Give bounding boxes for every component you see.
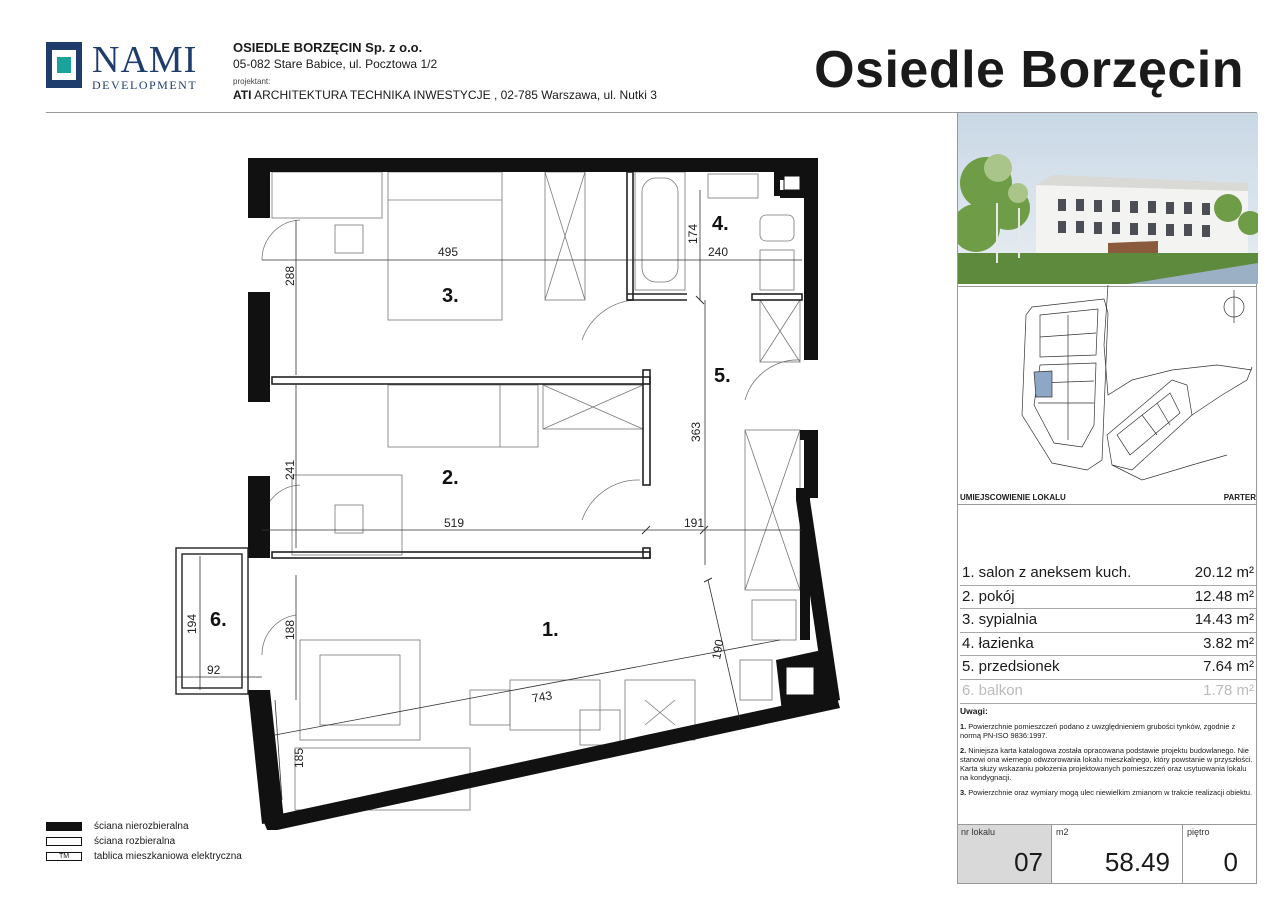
legend-item: [46, 819, 242, 834]
room-row: [960, 562, 1256, 586]
unit-number-box: [958, 825, 1051, 883]
dimension-label: 194: [185, 613, 199, 634]
logo-icon: [46, 42, 82, 88]
room-name: 2. pokój: [962, 587, 1015, 605]
note-item: [960, 788, 1256, 797]
room-row: [960, 609, 1256, 633]
dimension-label: 288: [283, 265, 297, 286]
dimension-label: 240: [708, 245, 729, 259]
location-map: [1012, 285, 1256, 490]
room-row: [960, 656, 1256, 680]
note-item: [960, 746, 1256, 782]
solid-wall-swatch: [46, 822, 82, 831]
legend: [46, 819, 242, 864]
room-area: 14.43 m²: [1194, 611, 1254, 629]
electrical-panel-swatch: TM: [46, 852, 82, 861]
room-name: 3. sypialnia: [962, 611, 1038, 629]
unit-number-value: 07: [1014, 847, 1043, 877]
dimension-label: 185: [292, 747, 306, 768]
room-number: 1.: [542, 619, 559, 641]
floor-number-value: 0: [1223, 847, 1238, 877]
room-number: 3.: [442, 285, 459, 307]
notes-heading: Uwagi:: [960, 706, 988, 716]
room-row: [960, 680, 1256, 704]
legend-item: [46, 834, 242, 849]
room-name: 5. przedsionek: [962, 658, 1060, 676]
room-area: 20.12 m²: [1194, 564, 1254, 581]
dimension-label: 174: [686, 223, 700, 244]
logo-name: NAMI: [92, 39, 198, 81]
room-area: 1.78 m²: [1203, 681, 1254, 699]
room-area: 3.82 m²: [1203, 634, 1254, 652]
room-area: 12.48 m²: [1194, 587, 1254, 605]
company-address: 05-082 Stare Babice, ul. Pocztowa 1/2: [233, 57, 438, 71]
dimension-label: 519: [444, 516, 465, 530]
room-number: 2.: [442, 467, 459, 489]
dimension-label: 191: [684, 516, 705, 530]
dimension-label: 495: [438, 245, 459, 259]
room-name: 4. łazienka: [962, 634, 1034, 652]
legend-text: ściana rozbieralna: [94, 836, 176, 847]
designer-info: [233, 88, 657, 102]
room-name: 6. balkon: [962, 681, 1023, 699]
partition-wall-swatch: [46, 837, 82, 846]
legend-text: tablica mieszkaniowa elektryczna: [94, 851, 242, 862]
room-row: [960, 633, 1256, 657]
dimension-label: 92: [207, 663, 221, 677]
note-number: 2.: [960, 746, 967, 755]
unit-area-value: 58.49: [1104, 847, 1170, 877]
note-number: 3.: [960, 788, 967, 797]
building-render-image: [958, 113, 1258, 284]
unit-area-label: m2: [1056, 827, 1069, 837]
room-row: [960, 586, 1256, 610]
company-name: OSIEDLE BORZĘCIN Sp. z o.o.: [233, 40, 423, 55]
notes: [960, 707, 1256, 803]
note-text: Niniejsza karta katalogowa została opracowana podstawie projektu budowlanego. Nie stanowi ona wiernego odwzorowania lokalu mieszkalnego, który powstanie w przyszłości. Karta służy wskazaniu położenia projektowanych pomieszczeń oraz usytuowania lokalu na kondygnacji.: [960, 746, 1253, 782]
room-number: 4.: [712, 213, 729, 235]
dimension-label: 743: [531, 688, 554, 706]
dimension-label: 241: [283, 459, 297, 480]
dimension-label: 363: [689, 421, 703, 442]
note-item: [960, 722, 1256, 740]
location-divider: [957, 504, 1257, 505]
designer-label: projektant:: [233, 77, 271, 86]
dimension-label: 190: [709, 638, 727, 661]
logo-subtitle: DEVELOPMENT: [92, 78, 198, 92]
note-text: Powierzchnie pomieszczeń podano z uwzględnieniem grubości tynków, zgodnie z normą PN-ISO 9836:1997.: [960, 722, 1236, 740]
legend-item: [46, 849, 242, 864]
room-area: 7.64 m²: [1203, 658, 1254, 676]
room-table: [960, 562, 1256, 704]
legend-text: ściana nierozbieralna: [94, 821, 189, 832]
dimension-label: 188: [283, 619, 297, 640]
location-label: UMIEJSCOWIENIE LOKALU: [960, 493, 1066, 502]
floor-plan: [160, 150, 850, 830]
designer-details: ARCHITEKTURA TECHNIKA INWESTYCJE , 02-785 Warszawa, ul. Nutki 3: [251, 88, 657, 102]
page-title: Osiedle Borzęcin: [814, 41, 1244, 99]
room-number: 5.: [714, 365, 731, 387]
room-number: 6.: [210, 609, 227, 631]
floor-number-label: piętro: [1187, 827, 1210, 837]
unit-highlight: [1034, 371, 1052, 397]
designer-name: ATI: [233, 88, 252, 102]
note-text: Powierzchnie oraz wymiary mogą ulec niewielkim zmianom w trakcie realizacji obiektu.: [966, 788, 1253, 797]
unit-area-box: [1052, 825, 1182, 883]
bottom-frame: [957, 883, 1257, 884]
note-number: 1.: [960, 722, 967, 731]
floor-box: [1183, 825, 1256, 883]
unit-number-label: nr lokalu: [961, 827, 996, 837]
room-name: 1. salon z aneksem kuch.: [962, 564, 1132, 581]
floor-label: PARTER: [1223, 493, 1256, 502]
